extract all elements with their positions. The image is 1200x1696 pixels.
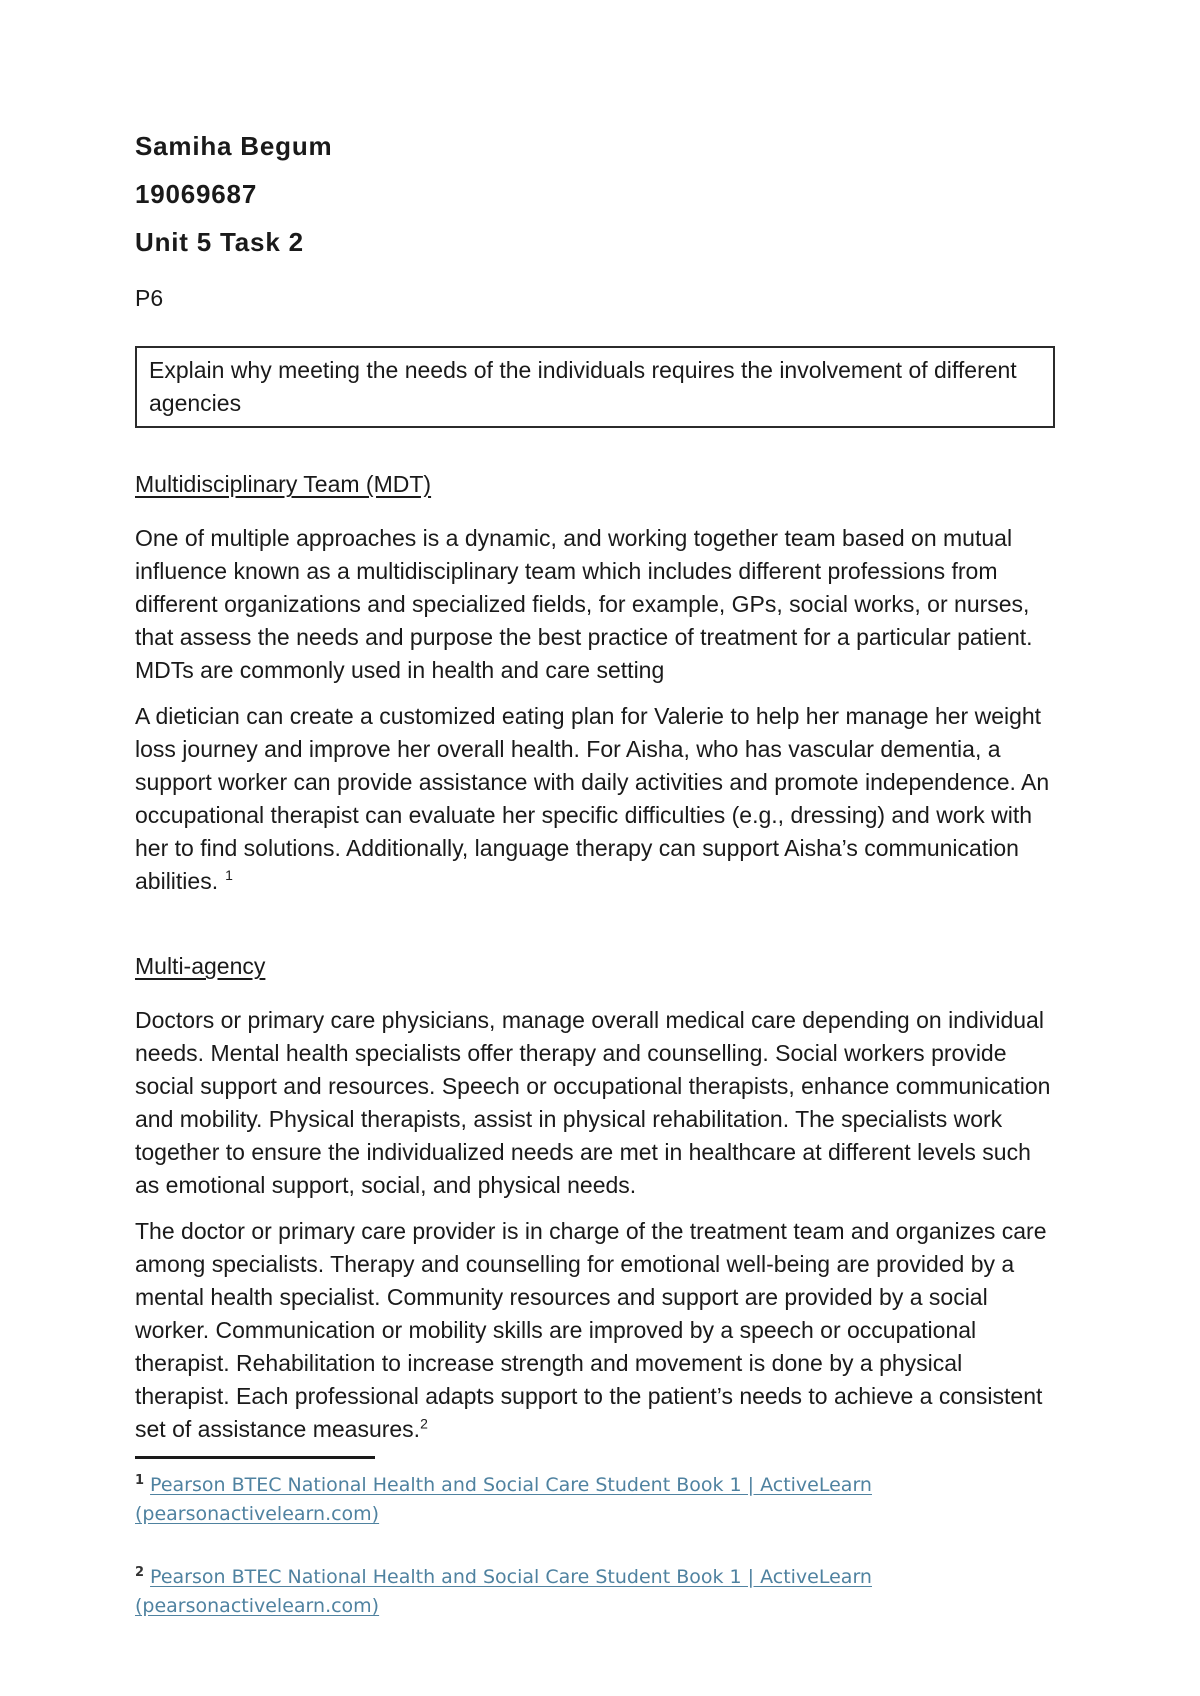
section-multidisciplinary-team (135, 472, 1055, 898)
paragraph-agency-coordination (135, 1215, 1055, 1446)
footnote-2 (135, 1563, 935, 1621)
paragraph-text: The doctor or primary care provider is in charge of the treatment team and organizes care among specialists. Therapy and counselling for emotional well-being are provided by a mental health specialist. Community resources and support are provided by a social worker. Communication or mobility skills are improved by a speech or occupational therapist. Rehabilitation to increase strength and movement is done by a physical therapist. Each professional adapts support to the patient’s needs to achieve a consistent set of assistance measures. (135, 1218, 1047, 1442)
footnote-2-marker: 2 (135, 1564, 145, 1580)
paragraph-agency-roles: Doctors or primary care physicians, manage overall medical care depending on individual needs. Mental health specialists offer therapy and counselling. Social workers provide social support and resources. Speech or occupational therapists, enhance communication and mobility. Physical therapists, assist in physical rehabilitation. The specialists work together to ensure the individualized needs are met in healthcare at different levels such as emotional support, social, and physical needs. (135, 1007, 1051, 1198)
paragraph-mdt-overview: One of multiple approaches is a dynamic, and working together team based on mutual influence known as a multidisciplinary team which includes different professions from different organizations and specialized fields, for example, GPs, social works, or nurses, that assess the needs and purpose the best practice of treatment for a particular patient. MDTs are commonly used in health and care setting (135, 525, 1033, 683)
footnote-2-link[interactable]: Pearson BTEC National Health and Social Care Student Book 1 | ActiveLearn (pearsonactivelearn.com) (135, 1566, 872, 1617)
footnote-area (135, 1456, 1055, 1621)
task-brief-box (135, 346, 1055, 428)
footnote-1-marker: 1 (135, 1472, 145, 1488)
section-multi-agency (135, 954, 1055, 1446)
footnote-ref-1[interactable]: 1 (225, 867, 233, 884)
section-heading-multi-agency: Multi-agency (135, 953, 266, 979)
document-title: Unit 5 Task 2 (135, 227, 304, 257)
paragraph-mdt-examples (135, 700, 1055, 898)
author-name: Samiha Begum (135, 131, 333, 161)
footnote-1 (135, 1471, 935, 1529)
criterion-label: P6 (135, 285, 164, 311)
paragraph-text: A dietician can create a customized eating plan for Valerie to help her manage her weight loss journey and improve her overall health. For Aisha, who has vascular dementia, a support worker can provide assistance with daily activities and promote independence. An occupational therapist can evaluate her specific difficulties (e.g., dressing) and work with her to find solutions. Additionally, language therapy can support Aisha’s communication abilities. (135, 703, 1050, 894)
student-id: 19069687 (135, 179, 258, 209)
task-brief-text: Explain why meeting the needs of the individuals requires the involvement of different agencies (149, 357, 1017, 416)
footnote-ref-2[interactable]: 2 (420, 1415, 428, 1432)
footnote-separator (135, 1456, 375, 1459)
section-heading-mdt: Multidisciplinary Team (MDT) (135, 471, 432, 497)
footnote-1-link[interactable]: Pearson BTEC National Health and Social Care Student Book 1 | ActiveLearn (pearsonactivelearn.com) (135, 1474, 872, 1525)
